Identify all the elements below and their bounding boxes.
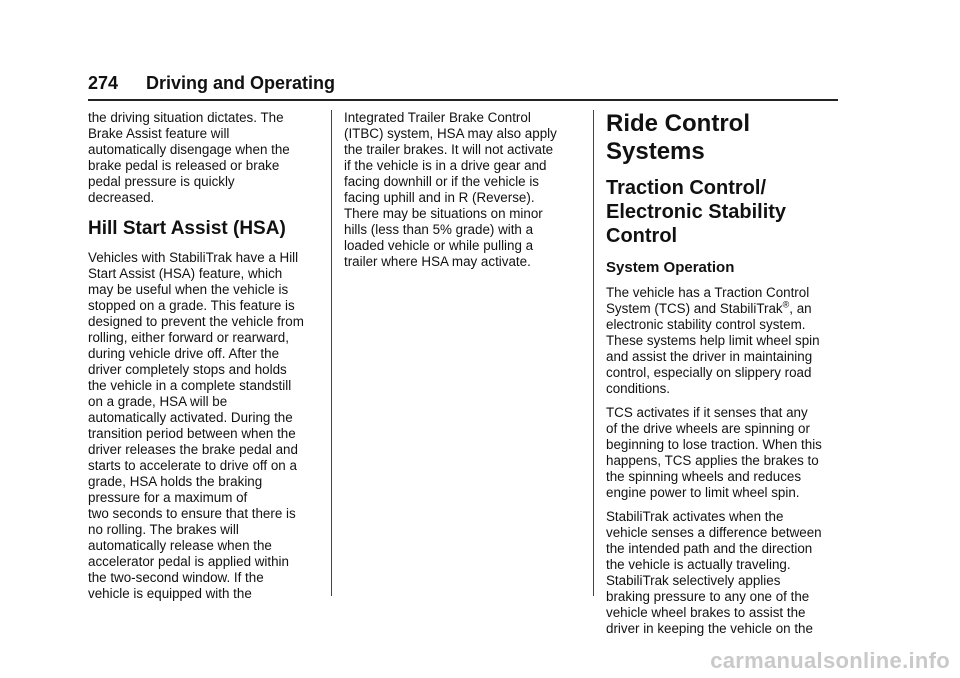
- text-line: engine power to limit wheel spin.: [606, 485, 800, 500]
- column-3: [606, 110, 840, 645]
- text-line: during vehicle drive off. After the: [88, 346, 280, 361]
- text-line: the vehicle is actually traveling.: [606, 557, 791, 572]
- header-rule: [88, 99, 838, 101]
- text-line: brake pedal is released or brake: [88, 158, 280, 173]
- tcs-paragraph: [606, 405, 840, 501]
- text-line: accelerator pedal is applied within: [88, 554, 289, 569]
- text-line: the intended path and the direction: [606, 541, 813, 556]
- text-line: transition period between when the: [88, 426, 296, 441]
- registered-mark: ®: [782, 299, 790, 310]
- text-line: the two-second window. If the: [88, 570, 264, 585]
- text-line: on a grade, HSA will be: [88, 394, 228, 409]
- itbc-paragraph: [344, 110, 582, 270]
- text-line: facing uphill and in R (Reverse).: [344, 190, 535, 205]
- column-2: [344, 110, 582, 278]
- heading-line: Traction Control/: [606, 177, 766, 199]
- text-line: designed to prevent the vehicle from: [88, 314, 304, 329]
- text-line: braking pressure to any one of the: [606, 589, 810, 604]
- text-line: the driving situation dictates. The: [88, 110, 284, 125]
- text-line: may be useful when the vehicle is: [88, 282, 289, 297]
- text-line: the spinning wheels and reduces: [606, 469, 802, 484]
- text-line: the vehicle in a complete standstill: [88, 378, 292, 393]
- text-line: pressure for a maximum of: [88, 490, 248, 505]
- text-line: pedal pressure is quickly: [88, 174, 235, 189]
- text-line: loaded vehicle or while pulling a: [344, 238, 534, 253]
- text-line: the trailer brakes. It will not activate: [344, 142, 554, 157]
- heading-line: Control: [606, 225, 678, 247]
- text-line: driver releases the brake pedal and: [88, 442, 298, 457]
- text-line: vehicle is equipped with the: [88, 586, 252, 601]
- text-line: facing downhill or if the vehicle is: [344, 174, 540, 189]
- text-line: hills (less than 5% grade) with a: [344, 222, 534, 237]
- watermark: carmanualsonline.info: [710, 648, 950, 673]
- text-line: of the drive wheels are spinning or: [606, 421, 810, 436]
- column-divider: [593, 110, 594, 596]
- text-line: and assist the driver in maintaining: [606, 349, 813, 364]
- chapter-title: Ride Control Systems: [606, 110, 750, 165]
- system-paragraph: [606, 285, 840, 397]
- page-header: [88, 72, 838, 94]
- column-1: [88, 110, 326, 610]
- text-line: rolling, either forward or rearward,: [88, 330, 289, 345]
- text-line: beginning to lose traction. When this: [606, 437, 822, 452]
- text-fragment: System (TCS) and StabiliTrak: [606, 301, 783, 316]
- text-line: StabiliTrak activates when the: [606, 509, 784, 524]
- text-line: stopped on a grade. This feature is: [88, 298, 295, 313]
- text-line: trailer where HSA may activate.: [344, 254, 531, 269]
- hsa-paragraph: [88, 250, 326, 602]
- stabilitrak-paragraph: [606, 509, 840, 637]
- text-line: Brake Assist feature will: [88, 126, 230, 141]
- text-line: two seconds to ensure that there is: [88, 506, 296, 521]
- text-line: automatically disengage when the: [88, 142, 290, 157]
- text-line: if the vehicle is in a drive gear and: [344, 158, 547, 173]
- text-line: vehicle senses a difference between: [606, 525, 822, 540]
- text-line: vehicle wheel brakes to assist the: [606, 605, 806, 620]
- text-line: [606, 301, 840, 317]
- subsection-heading: System Operation: [606, 259, 735, 276]
- text-line: conditions.: [606, 381, 671, 396]
- text-line: decreased.: [88, 190, 155, 205]
- text-line: driver completely stops and holds: [88, 362, 287, 377]
- text-line: automatically release when the: [88, 538, 272, 553]
- text-line: These systems help limit wheel spin: [606, 333, 820, 348]
- text-line: There may be situations on minor: [344, 206, 543, 221]
- text-line: StabiliTrak selectively applies: [606, 573, 781, 588]
- text-line: Integrated Trailer Brake Control: [344, 110, 531, 125]
- text-fragment: , an: [789, 301, 812, 316]
- text-line: driver in keeping the vehicle on the: [606, 621, 813, 636]
- text-line: grade, HSA holds the braking: [88, 474, 263, 489]
- text-line: The vehicle has a Traction Control: [606, 285, 810, 300]
- text-line: (ITBC) system, HSA may also apply: [344, 126, 557, 141]
- text-line: no rolling. The brakes will: [88, 522, 239, 537]
- intro-paragraph: [88, 110, 326, 206]
- section-heading: [606, 176, 840, 248]
- section-title: Driving and Operating: [146, 73, 336, 93]
- text-line: electronic stability control system.: [606, 317, 806, 332]
- text-line: happens, TCS applies the brakes to: [606, 453, 819, 468]
- text-line: Vehicles with StabiliTrak have a Hill: [88, 250, 299, 265]
- text-line: Start Assist (HSA) feature, which: [88, 266, 283, 281]
- text-line: TCS activates if it senses that any: [606, 405, 808, 420]
- text-line: starts to accelerate to drive off on a: [88, 458, 297, 473]
- hsa-heading: Hill Start Assist (HSA): [88, 218, 286, 239]
- text-line: automatically activated. During the: [88, 410, 293, 425]
- text-line: control, especially on slippery road: [606, 365, 812, 380]
- heading-line: Electronic Stability: [606, 201, 787, 223]
- page-number: 274: [88, 73, 119, 93]
- column-divider: [331, 110, 332, 596]
